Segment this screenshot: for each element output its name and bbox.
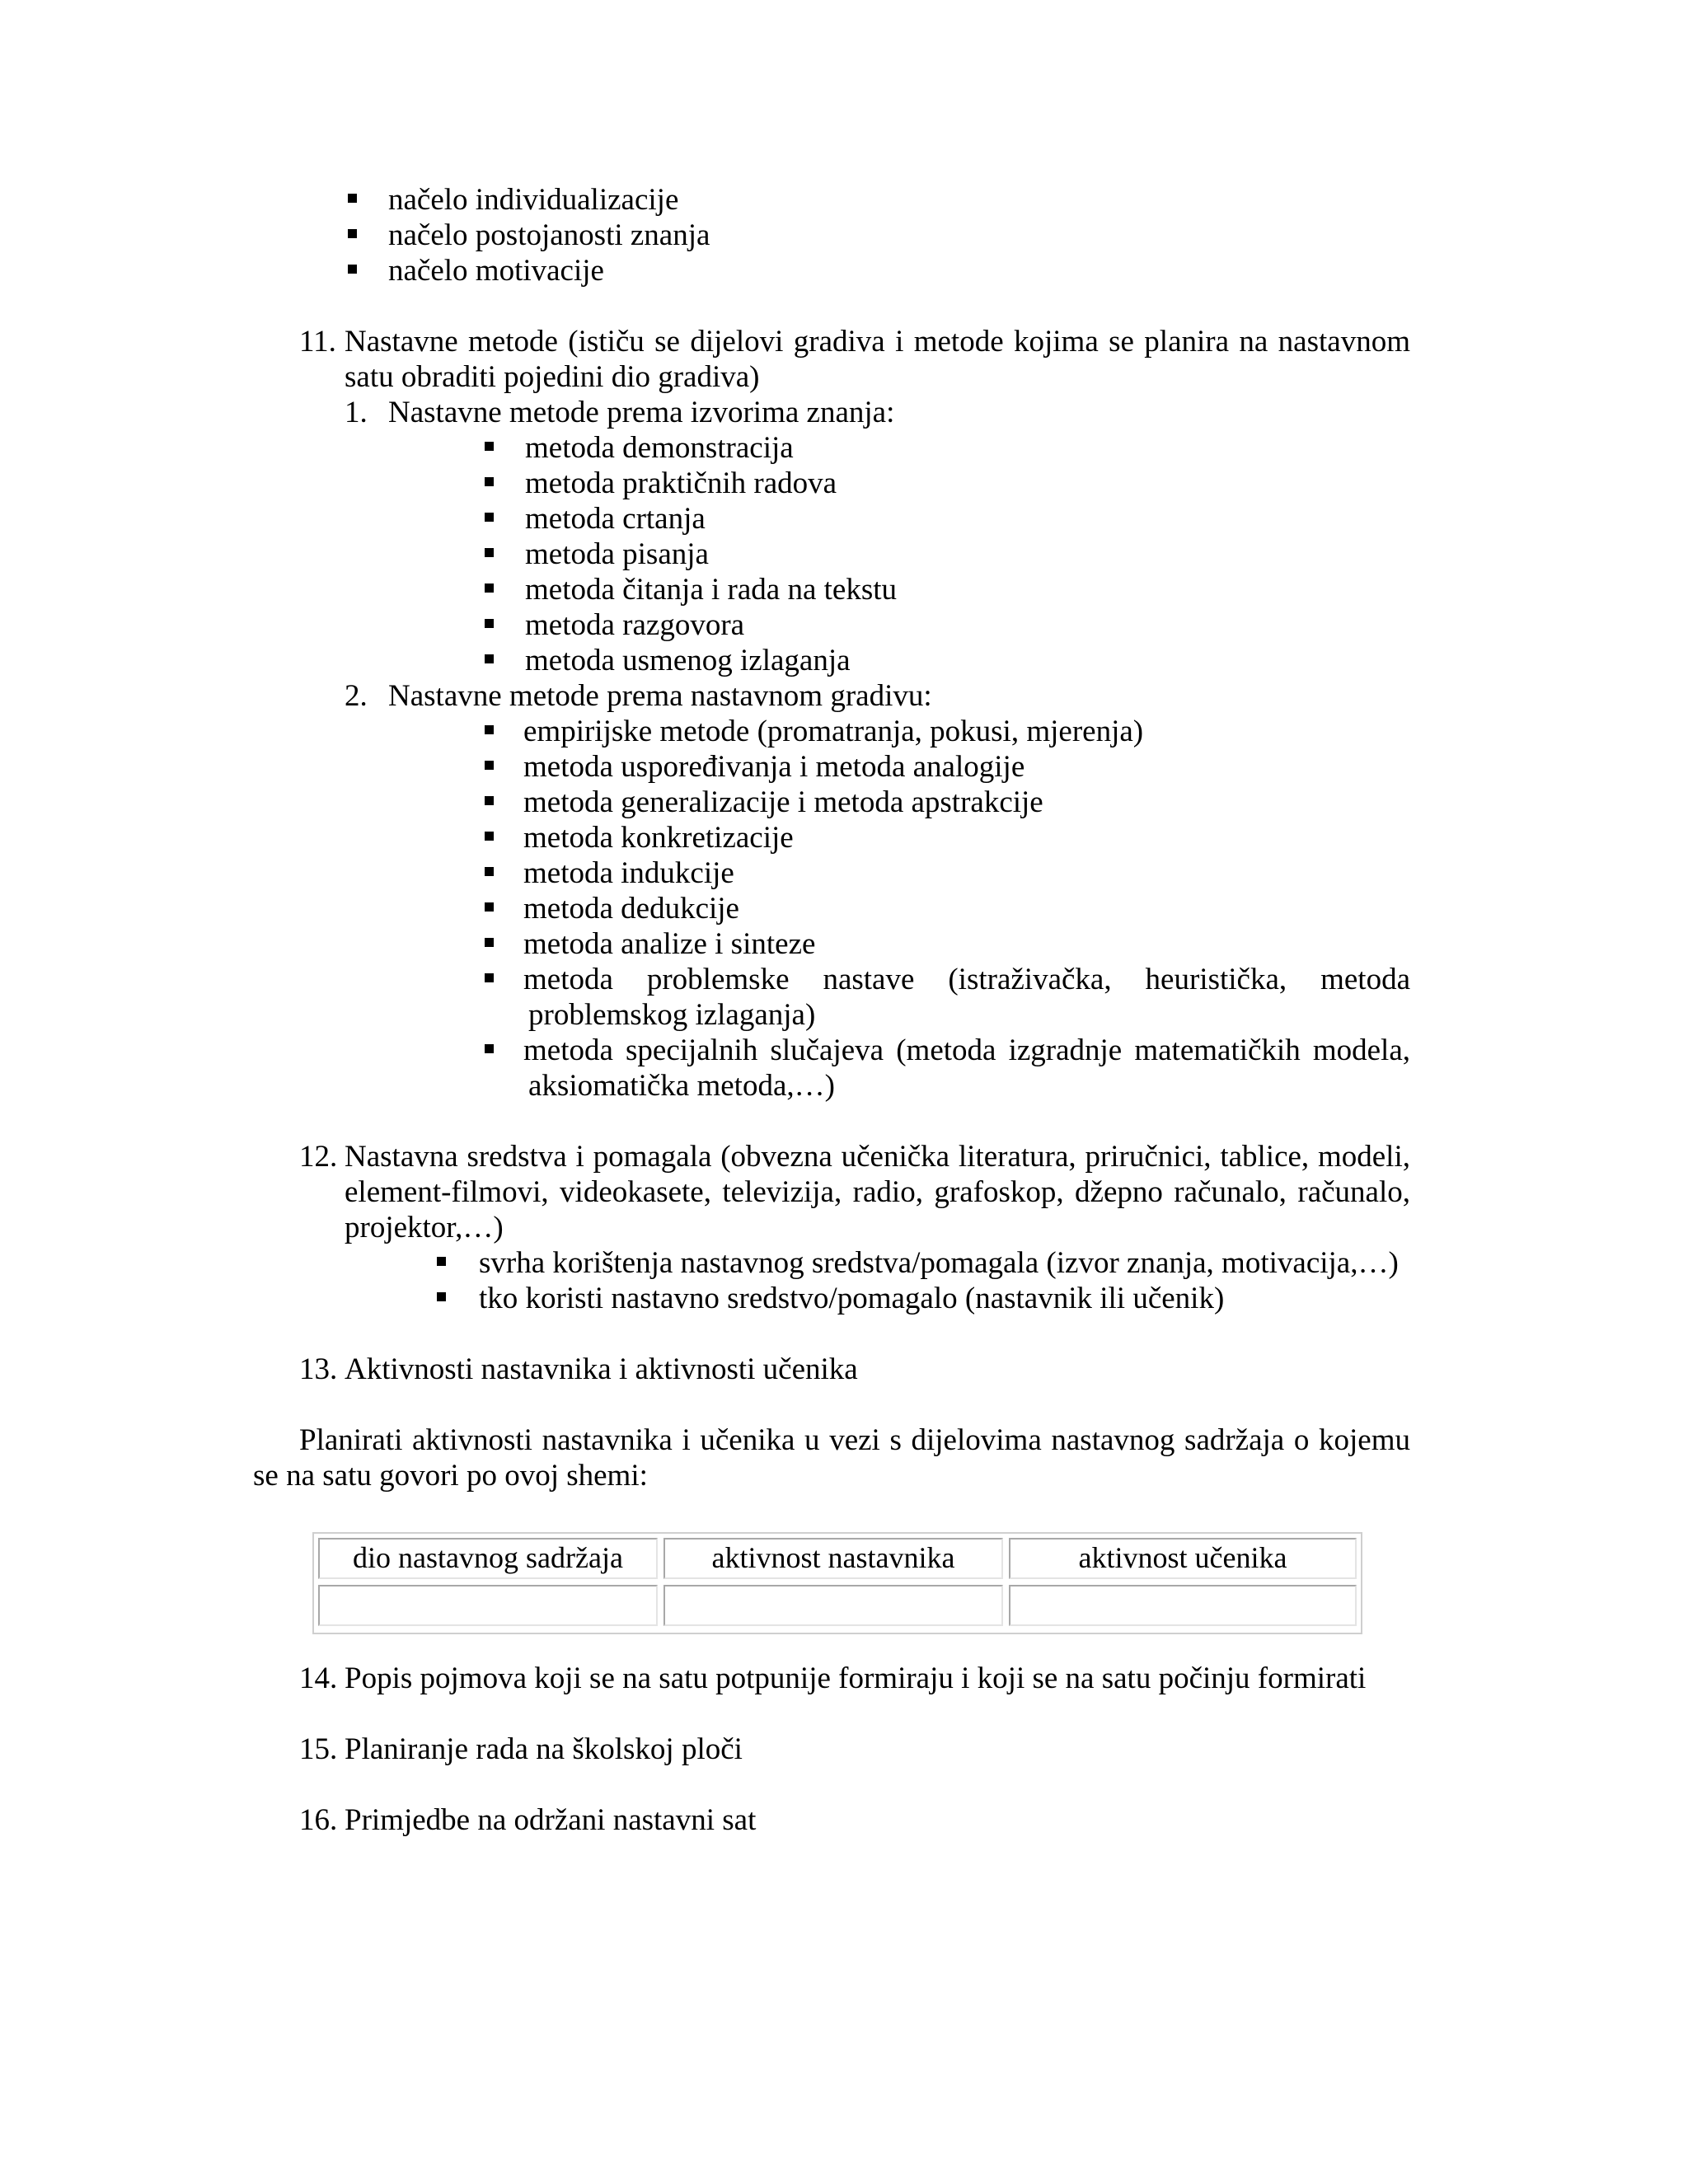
section-number: 15. (299, 1732, 338, 1766)
activities-table (312, 1532, 1362, 1634)
bullet-icon (485, 583, 494, 593)
paragraph-line: Planirati aktivnosti nastavnika i učenika u vezi s dijelovima nastavnog sadržaja o kojemu (299, 1423, 1410, 1457)
aid-item: tko koristi nastavno sredstvo/pomagalo (nastavnik ili učenik) (479, 1282, 1225, 1315)
bullet-icon (485, 619, 494, 628)
aid-item: svrha korištenja nastavnog sredstva/pomagala (izvor znanja, motivacija,…) (479, 1246, 1399, 1280)
bullet-icon (485, 725, 494, 734)
bullet-icon (485, 796, 494, 805)
section-number: 14. (299, 1661, 338, 1695)
bullet-icon (437, 1292, 446, 1301)
method-item: metoda generalizacije i metoda apstrakcije (523, 785, 1043, 819)
method-item: metoda usmenog izlaganja (525, 644, 851, 677)
table-header-cell: dio nastavnog sadržaja (318, 1538, 658, 1579)
bullet-icon (485, 548, 494, 557)
table-header-cell: aktivnost nastavnika (663, 1538, 1003, 1579)
subsection-title: Nastavne metode prema nastavnom gradivu: (388, 679, 932, 713)
method-item: metoda problemske nastave (istraživačka, heuristička, metoda (523, 963, 1410, 996)
bullet-icon (485, 938, 494, 947)
bullet-icon (485, 442, 494, 451)
subsection-number: 2. (345, 679, 368, 713)
method-item: metoda indukcije (523, 856, 734, 890)
method-item: metoda demonstracija (525, 431, 794, 465)
table-cell (318, 1585, 658, 1626)
section-title: Aktivnosti nastavnika i aktivnosti učenika (345, 1352, 858, 1386)
section-number: 16. (299, 1803, 338, 1837)
subsection-number: 1. (345, 396, 368, 429)
bullet-icon (348, 194, 357, 203)
method-item: metoda uspoređivanja i metoda analogije (523, 750, 1025, 784)
principle-item: načelo individualizacije (388, 183, 679, 217)
section-heading-line: Nastavne metode (ističu se dijelovi gradiva i metode kojima se planira na nastavnom (345, 325, 1410, 359)
bullet-icon (485, 867, 494, 876)
method-item: metoda dedukcije (523, 892, 739, 926)
method-item: metoda čitanja i rada na tekstu (525, 573, 898, 607)
principle-item: načelo motivacije (388, 254, 604, 288)
section-title: Primjedbe na održani nastavni sat (345, 1803, 757, 1837)
bullet-icon (485, 902, 494, 912)
bullet-icon (437, 1257, 446, 1266)
bullet-icon (485, 513, 494, 522)
paragraph-line: se na satu govori po ovoj shemi: (253, 1459, 648, 1493)
section-heading-line: projektor,…) (345, 1211, 504, 1244)
bullet-icon (485, 477, 494, 486)
bullet-icon (485, 973, 494, 982)
method-item: metoda analize i sinteze (523, 927, 816, 961)
bullet-icon (485, 832, 494, 841)
section-heading-line: element-filmovi, videokasete, televizija, radio, grafoskop, džepno računalo, računalo, (345, 1175, 1410, 1209)
method-item: metoda specijalnih slučajeva (metoda izgradnje matematičkih modela, (523, 1033, 1410, 1067)
bullet-icon (348, 229, 357, 238)
section-number: 13. (299, 1352, 338, 1386)
subsection-title: Nastavne metode prema izvorima znanja: (388, 396, 895, 429)
method-item: empirijske metode (promatranja, pokusi, mjerenja) (523, 715, 1144, 748)
table-cell (663, 1585, 1003, 1626)
bullet-icon (348, 265, 357, 274)
section-heading-line: Nastavna sredstva i pomagala (obvezna učenička literatura, priručnici, tablice, modeli, (345, 1140, 1410, 1174)
method-item-continuation: aksiomatička metoda,…) (528, 1069, 835, 1103)
method-item: metoda crtanja (525, 502, 706, 536)
bullet-icon (485, 1044, 494, 1053)
principle-item: načelo postojanosti znanja (388, 218, 710, 252)
bullet-icon (485, 761, 494, 770)
section-title: Popis pojmova koji se na satu potpunije formiraju i koji se na satu počinju formirati (345, 1661, 1367, 1695)
method-item: metoda pisanja (525, 537, 709, 571)
section-title: Planiranje rada na školskoj ploči (345, 1732, 743, 1766)
section-number: 12. (299, 1140, 338, 1174)
table-cell (1009, 1585, 1357, 1626)
method-item: metoda praktičnih radova (525, 466, 837, 500)
section-number: 11. (299, 325, 336, 359)
table-header-cell: aktivnost učenika (1009, 1538, 1357, 1579)
bullet-icon (485, 654, 494, 663)
section-heading-line: satu obraditi pojedini dio gradiva) (345, 360, 760, 394)
method-item: metoda konkretizacije (523, 821, 794, 855)
method-item: metoda razgovora (525, 608, 745, 642)
method-item-continuation: problemskog izlaganja) (528, 998, 816, 1032)
